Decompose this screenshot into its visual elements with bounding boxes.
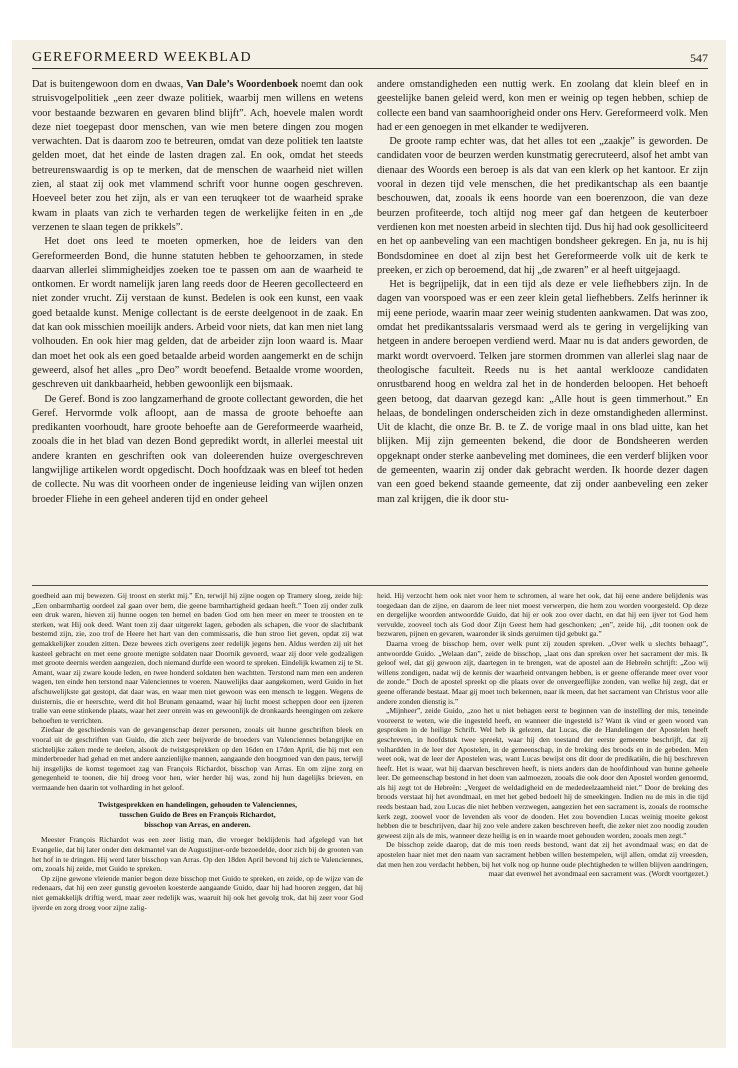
paragraph-text: De bisschop zeide daarop, dat de mis toen reeds bestond, want dat zij het avondmaal was; en dat de apostelen haar niet met den naam van sacrament hebben willen bestempelen, wijl allen, omdat zij vreesden, dat men hen zou verdacht hebben, bij het volk nog op hunne oude plechtigheden te willen blijven aandringen, maar dat evenwel het avondmaal een sacrament was. [377,840,708,879]
heading-line: tusschen Guido de Bres en François Richardot, [119,810,276,820]
journal-title: GEREFORMEERD WEEKBLAD [32,50,252,65]
story-paragraph: goedheid aan mij bewezen. Gij troost en sterkt mij.” En, terwijl hij zijne oogen op Tramery sloeg, zeide hij: „Een onbarmhartig oordeel zal gaan over hem, die geene barmhartigheid gedaan heeft.” Toen zij onder zulk een druk waren, hieven zij hunne oogen ten hemel en baden God om hen meer en meer te troosten en te sterken, wat Hij ook deed. Want toen zij daar uitgerekt lagen, geboden als schapen, die voor de slachtbank bestemd zijn, zie, zoo trof de Heere het hart van den commissaris, die hun stroo liet geven, opdat zij wat gemakkelijker zouden zitten. Deze bewees zich overigens zeer redelijk jegens hen. Aldus werden zij uit het kasteel gebracht en met eene groote menigte soldaten naar Doornik gevoerd, waar zij door vele godzaligen met groote deernis werden aangezien, doch niemand durfde een woord te spreken. Eindelijk kwamen zij te St. Amant, waar zij zware koude leden, en twee honderd soldaten hen wachtten. Terstond nam men een anderen wagen, ten einde hen terstond naar Valenciennes te voeren. Nauwelijks daar aangekomen, werd Guido in het afschuwelijkste gat gestopt, dat daar was, en waar men niet gewoon was een mensch te leggen. Wegens de duisternis, die er heerschte, werd dit hol Brunam genaamd, waar hij lucht moest scheppen door een ijzeren tralie van eene stinkende plaats, waar het zeer onrein was en gewoonlijk de dronkaards heengingen om zekere behoeften te verrichten. [32,591,363,725]
article-column-right [377,78,708,536]
masthead [32,50,708,69]
newspaper-page [12,40,726,1048]
bold-reference: Van Dale’s Woordenboek [186,79,299,90]
heading-line: bisschop van Arras, en anderen. [144,820,251,830]
page-number: 547 [690,51,708,65]
article-section [32,78,708,536]
heading-line: Twistgesprekken en handelingen, gehouden te Valenciennes, [97,800,298,810]
paragraph-lead: Dat is buitengewoon dom en dwaas, [32,79,187,90]
story-column-right [377,591,708,1031]
story-paragraph: Meester François Richardot was een zeer listig man, die vroeger beklijdenis had afgelegd van het Evangelie, dat hij later onder den dekmantel van de Augustijner-orde bezoedelde, door zich bij de grooten van het hof in te dringen. Hij werd later bisschop van Arras. Op den 18den April bevond hij zich te Valenciennes, om, zooals hij zeide, met Guido te spreken. [32,835,363,874]
story-column-left [32,591,363,1031]
story-paragraph: heid. Hij verzocht hem ook niet voor hem te schromen, al ware het ook, dat hij eene andere belijdenis was toegedaan dan de zijne, en daarom de leer niet moest verwerpen, die hem zou worden voorgesteld. Op deze en dergelijke woorden antwoordde Guido, dat hij er ook zoo over dacht, en dat hij een ijver tot God hem vervulde, zooveel toch als God door Zijn Geest hem had geschonken; „en”, zeide hij, „dit toonen ook de bezwaren, pijnen en gevaren, waaronder ik sinds geruimen tijd gebukt ga.” [377,591,708,639]
article-paragraph [32,78,363,235]
section-divider [32,585,708,586]
story-paragraph: Daarna vroeg de bisschop hem, over welk punt zij zouden spreken. „Over welk u slechts behaagt”, antwoordde Guido. „Welaan dan”, zeide de bisschop, „laat ons dan spreken over het sacrament der mis. Ik geloof wel, dat gij gewoon zijt, daartegen in te brengen, wat de apostel aan de Hebreën schrijft: „Zoo wij willens zondigen, nadat wij de kennis der waarheid ontvangen hebben, is er geene offerande meer over voor de zonde.” Doch de apostel spreekt op die plaats over de onvergeeflijke zonden, van welke hij zegt, dat er geene offerande bestaat. Maar gij moet toch bekennen, naar ik meen, dat het sacrament van Christus voor alle andere zonden dienstig is.” [377,638,708,706]
section-heading [32,800,363,830]
continued-note: (Wordt voortgezet.) [649,869,708,879]
story-paragraph [377,840,708,878]
article-paragraph: Het is begrijpelijk, dat in een tijd als deze er vele liefhebbers zijn. In de dagen van voorspoed was er een zeer klein getal liefhebbers. Zelfs herinner ik mij eene periode, waarin maar zeer weinig studenten aankwamen. Dat was zoo, omdat het predikantssalaris versmaad werd als te gering in vergelijking van hetgeen in andere beroepen verdiend werd. Maar nu is dat anders geworden, de markt wordt overvoerd. Telken jare stormen drommen van allerlei slag naar de theologische faculteit. Reeds nu is het aantal werklooze candidaten onrustbarend hoog en weldra zal het in de honderden beloopen. Het behoeft geen betoog, dat daarvan gezegd kan: „Alle hout is geen timmerhout.” En helaas, de bondelingen onderscheiden zich in deze omstandigheden allerminst. Uit de klacht, die onze Br. B. te Z. de vorige maal in ons blad uitte, kan het blijken. Mij zijn gemeenten bekend, die door de Bondsheeren werden opgeknapt onder sterke aanbeveling met dominees, die een verderf blijken voor de gemeenten, waarin zij onder dak gebracht werden. Ik hoorde dezer dagen van een goed bekend staande gemeente, dat zij onder aanbeveling een zeker man zal krijgen, die ik door stu- [377,279,708,505]
paragraph-text: noemt dan ook struisvogelpolitiek „een zeer dwaze politiek, waarbij men willens en wetens voor bestaande bezwaren en gevaren blind blijft”. Ach, hoevele malen wordt deze niet toegepast door menschen, van wie men betere dingen zou mogen verwachten. Dat is daarom zoo te betreuren, omdat van deze politiek ten laatste gelden moet, dat het einde de lasten dragen zal. En ook, omdat het steeds betreurenswaardig is op te merken, dat de menschen de waarheid niet willen zien, al staat zij ook met vlammend schrift voor hunne oogen geschreven. Hoeveel beter zou het zijn, als er van een teruqkeer tot de waarheid sprake kwam in plaats van zich te verharden tegen de werkelijke feiten in en „de verzenen te slaan tegen de prikkels”. [32,79,363,233]
article-column-left [32,78,363,536]
article-paragraph: De groote ramp echter was, dat het alles tot een „zaakje” is geworden. De candidaten voor de beurzen werden kunstmatig gerecruteerd, alsof het ambt van dienaar des Woords een beroep is als dat van een klerk op het kantoor. Er zijn vooral in dezen tijd vele menschen, die het predikantschap als een baantje beschouwen, dat, zooals ik eens hoorde van een boerenzoon, die van deze beurzen profiteerde, toch altijd nog meer gaf dan hetgeen de keuterboer verdienen kon met noesten arbeid in slechten tijd. Dus hij had ook gesolliciteerd en het op aanbeveling van een machtigen bondsheer gekregen. En ja, nu is hij Bondsdominee en doet al zijn best het Gereformeerde volk uit de kerk te preeken, er zich op beroemend, dat hij „de zwaren” er al heeft uitgejaagd. [377,136,708,276]
article-paragraph: De Geref. Bond is zoo langzamerhand de groote collectant geworden, die het Geref. Hervormde volk afloopt, aan de massa de groote behoefte aan predikanten voorhoudt, hare groote behoefte aan de Gereformeerde waarheid, zooals die in het blad van dezen Bond gepredikt wordt, in allerlei meestal uit andere kranten en geschriften ook van doleerenden huize overgeschreven langwijlige artikelen wordt opgedischt. Doch hoofdzaak was en bleef tot heden de collecte. Nu was dit voorheen onder de ingenieuse leiding van wijlen onzen broeder Fliehe in een geheel anderen tijd en onder geheel [32,393,363,505]
article-paragraph: andere omstandigheden een nuttig werk. En zoolang dat klein bleef en in geestelijke banen geleid werd, kon men er weinig op tegen hebben, schiep de collecte een band van saamhoorigheid onder ons Herv. Gereformeerd volk. Men had er een genoegen in met elkander te wedijveren. [377,79,708,133]
story-paragraph: Ziedaar de geschiedenis van de gevangenschap dezer personen, zooals uit hunne geschriften bleek en vooral uit de geschriften van Guido, die zich zeer beijverde de broeders van Valenciennes belangrijke en stichtelijke zaken mede te deelen, alsook de twistgesprekken op den 16den en 17den April, die hij met een minderbroeder had gehad en met andere aanzienlijke mannen, aangaande den hoogmoed van den paus, terwijl hij insgelijks de komst tegemoet zag van François Richardot, bisschop van Arras. En om zijne zorg en genegenheid te toonen, die hij droeg voor hen, wier herder hij was, zond hij hun dagelijks brieven, en vermaande hen daarin tot volharding in het geloof. [32,725,363,792]
feuilleton-section [32,591,708,1031]
story-paragraph: „Mijnheer”, zeide Guido, „zoo het u niet behagen eerst te beginnen van de instelling der mis, teneinde vooreerst te weten, wie die ingesteld heeft, en wanneer die ingesteld is? Want ik vind er geen woord van gesproken in de heilige Schrift. Wel heb ik gelezen, dat Lucas, die de Handelingen der Apostelen heeft geschreven, in hoofdstuk twee spreekt, waar hij den toestand der eerste gemeente beschrijft, dat zij volhardden in de leer der Apostelen, in de gemeenschap, in de breking des broods en in de gebeden. Men weet ook, wat de leer der Apostelen was, want Lucas bewijst ons dit door de predikatiën, die hij beschreven heeft. Het is waar, wat hij daarvan beschreven heeft, is niets anders dan de hoofdinhoud van hunne geheele leer. De gemeenschap bestond in het doen van aalmoezen, zooals die ook door den Apostel worden genoemd, als hij zegt tot de Hebreën: „Vergeet de weldadigheid en de mededeelzaamheid niet.” Door de breking des broods verstaat hij het avondmaal, en met het gebed bedoelt hij de smeekingen. Indien nu de mis in die tijd reeds bestaan had, zou Lucas die niet hebben verzwegen, aangezien het een sacrament is, zooals de roomsche kerk zegt, zoowel voor de levenden als voor de dooden. Het zou bovendien Lucas weinig moeite gekost hebben die te beschrijven, daar hij zoo vele andere zaken beschreven heeft, die zeker niet zoo noodig zouden geweest zijn als de mis, wanneer deze heilig is en in waarde moet gehouden worden, zooals men zegt.” [377,706,708,840]
article-paragraph: Het doet ons leed te moeten opmerken, hoe de leiders van den Gereformeerden Bond, die hunne statuten hebben te gehoorzamen, in stede daarvan allerlei slimmigheidjes zoeken toe te passen om aan de waarheid te ontkomen. Er wordt namelijk jaren lang reeds door de Heeren gecollecteerd en niet zonder vrucht. Zij verstaan de kunst. Bedelen is ook een kunst, een vaak goed betaalde kunst. Menige collectant is de eerste deelgenoot in de zaak. En dat kan ook misschien moeilijk anders. Arbeid voor niets, dat kan men niet lang volhouden. En ook hier mag gelden, dat de arbeider zijn loon waard is. Maar dan moet het ook als een goed betaalde arbeid worden aangemerkt en de schijn geweerd, alsof het alles „pro Deo” wordt beoefend. Betaalde vrome woorden, geschreven uit dankbaarheid, hebben gewoonlijk een bijsmaak. [32,236,363,391]
story-paragraph: Op zijne gewone vleiende manier begon deze bisschop met Guido te spreken, en zeide, op de wijze van de redenaars, dat hij een zeer gunstig gevoelen koesterde aangaande Guido, daar hij had hooren zeggen, dat hij niet gemakkelijk driftig werd, maar zeer redelijk was, waaruit hij ook het gevolg trok, dat hij zeer voor God ijverde en zorg droeg voor zijne zalig- [32,873,363,912]
